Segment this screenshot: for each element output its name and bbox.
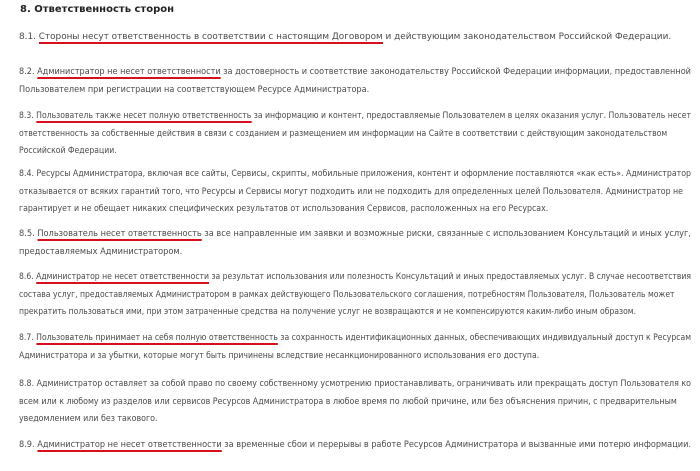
paragraph-line: Российской Федерации. xyxy=(19,146,117,156)
clause-text: и действующим законодательством Российской Федерации. xyxy=(382,32,672,42)
paragraph-line: Пользователем при регистрации на соответствующем Ресурсе Администратора. xyxy=(19,84,370,95)
paragraph-line xyxy=(19,226,692,244)
highlighted-phrase: Пользователь также несет полную ответственность xyxy=(36,111,252,121)
paragraph-line xyxy=(19,330,692,348)
paragraph-line: предоставляемых Администратором. xyxy=(19,246,183,257)
paragraph-line xyxy=(19,29,691,47)
paragraph-8-1 xyxy=(19,29,691,47)
clause-text: за достоверность и соответствие законодательству Российской Федерации информации, предоставленной xyxy=(220,67,691,77)
paragraph-8-6 xyxy=(19,269,692,322)
clause-text: за сохранность идентификационных данных, обеспечивающих индивидуальный доступ к Ресурсам xyxy=(277,333,692,343)
clause-text: за информацию и контент, предоставляемые Пользователем в целях оказания услуг. Пользователь несет xyxy=(251,111,691,121)
highlighted-phrase: Пользователь принимает на себя полную ответственность xyxy=(36,333,278,343)
paragraph-line: прекратить пользоваться ими, при этом затраченные средства на получение услуг не возвращаются и не компенсируются каким-либо иным образом. xyxy=(19,307,637,317)
clause-number: 8.1. xyxy=(19,32,39,42)
clause-number: 8.5. xyxy=(19,229,38,239)
clause-number: 8.9. xyxy=(19,440,38,450)
paragraph-8-4 xyxy=(19,166,691,219)
clause-text: за результат использования или полезность Консультаций и иных предоставляемых услуг. В случае несоответствия xyxy=(209,272,692,282)
clause-text: за временные сбои и перерывы в работе Ресурсов Администратора и вызванные ими потерю информации. xyxy=(221,440,692,450)
paragraph-line: гарантирует и не обещает никаких специфических результатов от использования Сервисов, расположенных на его Ресурсах. xyxy=(19,204,549,214)
paragraph-line: уведомлением или без такового. xyxy=(19,414,158,424)
highlighted-phrase: Стороны несут ответственность в соответствии с настоящим Договором xyxy=(38,32,383,42)
paragraph-8-9 xyxy=(19,437,692,455)
paragraph-line: состава услуг, предоставляемых Администратором в рамках действующего Пользовательского соглашения, потребностям Пользователя, Пользователь может xyxy=(19,289,675,300)
paragraph-line: всем или к любому из разделов или сервисов Ресурсов Администратора в любое время по любой причине, или без объяснения причин, с предварительным xyxy=(19,396,677,407)
paragraph-line xyxy=(19,437,692,455)
paragraph-line xyxy=(19,108,691,126)
highlighted-phrase: Администратор не несет ответственности xyxy=(36,272,210,282)
clause-number: 8.3. xyxy=(19,111,37,121)
section-heading: 8. Ответственность сторон xyxy=(20,4,175,15)
paragraph-line: ответственность за собственные действия в связи с созданием и размещением им информации на Сайте в соответствии с действующим законодательством xyxy=(19,128,668,139)
paragraph-8-5 xyxy=(19,226,692,261)
clause-number: 8.2. xyxy=(19,67,38,77)
highlighted-phrase: Пользователь несет ответственность xyxy=(37,229,202,239)
paragraph-8-2 xyxy=(19,64,691,99)
clause-number: 8.7. xyxy=(19,333,37,343)
paragraph-line xyxy=(19,269,692,287)
paragraph-line xyxy=(19,64,691,82)
paragraph-line: 8.8. Администратор оставляет за собой право по своему собственному усмотрению приостанавливать, ограничивать или прекращать доступ Пользователя ко xyxy=(19,379,692,389)
paragraph-line: Администратора и за убытки, которые могут быть причинены вследствие несанкционированного использования его доступа. xyxy=(19,350,540,361)
clause-text: за все направленные им заявки и возможные риски, связанные с использованием Консультаций и иных услуг, xyxy=(201,229,692,239)
paragraph-line: отказывается от всяких гарантий того, что Ресурсы и Сервисы могут подходить или не подходить для определенных целей Пользователя. Администратор не xyxy=(19,186,683,197)
highlighted-phrase: Администратор не несет ответственности xyxy=(37,440,222,450)
paragraph-8-8 xyxy=(19,376,692,429)
paragraph-8-3 xyxy=(19,108,691,161)
paragraph-8-7 xyxy=(19,330,692,365)
paragraph-line: 8.4. Ресурсы Администратора, включая все сайты, Сервисы, скрипты, мобильные приложения, контент и оформление поставляются «как есть». Администратор xyxy=(19,169,691,179)
clause-number: 8.6. xyxy=(19,272,37,282)
highlighted-phrase: Администратор не несет ответственности xyxy=(37,67,221,77)
